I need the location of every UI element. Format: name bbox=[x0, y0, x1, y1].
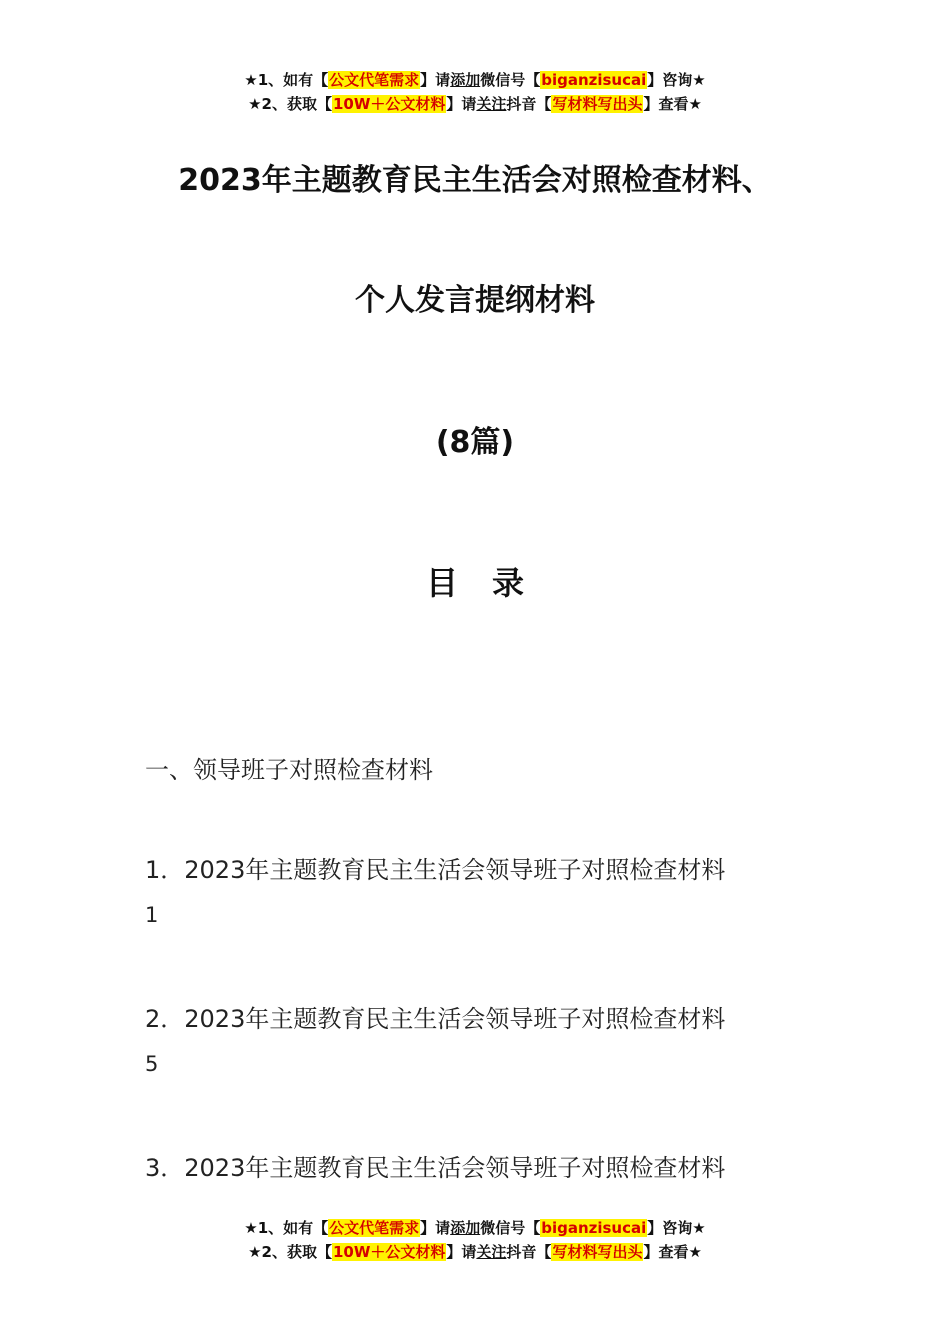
promo-text: 】咨询★ bbox=[647, 71, 706, 89]
toc-item-1-page: 1 bbox=[145, 903, 159, 927]
promo-highlight: 公文代笔需求 bbox=[329, 71, 420, 89]
document-title-count: (8篇) bbox=[435, 425, 515, 460]
promo-text: ★2、获取【 bbox=[248, 1243, 332, 1261]
promo-text: 微信号【 bbox=[480, 1219, 541, 1237]
promo-line-2 bbox=[0, 1240, 950, 1264]
promo-text: ★1、如有【 bbox=[244, 1219, 329, 1237]
document-title-line-1: 2023年主题教育民主生活会对照检查材料、 bbox=[178, 163, 772, 198]
promo-text: 】请 bbox=[420, 1219, 451, 1237]
promo-text: ★2、获取【 bbox=[248, 95, 332, 113]
header-promo-banner bbox=[0, 68, 950, 116]
promo-text: 】请 bbox=[420, 71, 451, 89]
toc-heading: 目录 bbox=[425, 564, 558, 602]
promo-text: 】查看★ bbox=[643, 1243, 702, 1261]
toc-section-1: 一、领导班子对照检查材料 bbox=[145, 756, 433, 784]
toc-item-2-page: 5 bbox=[145, 1052, 159, 1076]
promo-text: 抖音【 bbox=[506, 95, 552, 113]
promo-highlight: 公文代笔需求 bbox=[329, 1219, 420, 1237]
promo-douyin-id: 写材料写出头 bbox=[552, 1243, 643, 1261]
promo-underline: 添加 bbox=[450, 1219, 481, 1237]
toc-item-1: 1．2023年主题教育民主生活会领导班子对照检查材料 bbox=[145, 856, 726, 884]
promo-wechat-id: biganzisucai bbox=[541, 71, 647, 89]
promo-douyin-id: 写材料写出头 bbox=[552, 95, 643, 113]
promo-underline: 添加 bbox=[450, 71, 481, 89]
promo-text: 】请 bbox=[446, 95, 477, 113]
promo-text: ★1、如有【 bbox=[244, 71, 329, 89]
document-title-line-2: 个人发言提纲材料 bbox=[355, 283, 595, 318]
promo-highlight: 10W＋公文材料 bbox=[332, 95, 446, 113]
promo-text: 】查看★ bbox=[643, 95, 702, 113]
promo-text: 微信号【 bbox=[480, 71, 541, 89]
promo-text: 】请 bbox=[446, 1243, 477, 1261]
promo-underline: 关注 bbox=[476, 1243, 507, 1261]
promo-line-2 bbox=[0, 92, 950, 116]
promo-line-1 bbox=[0, 68, 950, 92]
promo-line-1 bbox=[0, 1216, 950, 1240]
promo-wechat-id: biganzisucai bbox=[541, 1219, 647, 1237]
toc-item-3: 3．2023年主题教育民主生活会领导班子对照检查材料 bbox=[145, 1154, 726, 1182]
promo-underline: 关注 bbox=[476, 95, 507, 113]
toc-item-2: 2．2023年主题教育民主生活会领导班子对照检查材料 bbox=[145, 1005, 726, 1033]
footer-promo-banner bbox=[0, 1216, 950, 1264]
promo-text: 抖音【 bbox=[506, 1243, 552, 1261]
promo-text: 】咨询★ bbox=[647, 1219, 706, 1237]
promo-highlight: 10W＋公文材料 bbox=[332, 1243, 446, 1261]
